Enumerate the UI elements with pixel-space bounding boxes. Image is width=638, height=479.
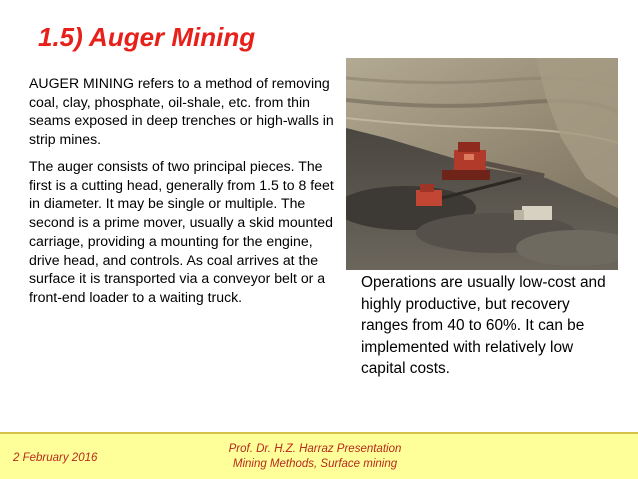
- footer-divider: [0, 432, 638, 434]
- footer-presenter: Prof. Dr. H.Z. Harraz Presentation: [228, 443, 402, 455]
- auger-mining-photo-graphic: [346, 58, 618, 270]
- footer-credits: [205, 442, 425, 472]
- slide-title: 1.5) Auger Mining: [38, 22, 256, 52]
- paragraph-definition: AUGER MINING refers to a method of removing coal, clay, phosphate, oil-shale, etc. from thin seams exposed in deep trenches or high-walls in strip mines.: [29, 75, 334, 148]
- footer-date: 2 February 2016: [13, 452, 98, 464]
- paragraph-auger-components: The auger consists of two principal pieces. The first is a cutting head, generally from 1.5 to 8 feet in diameter. It may be single or multiple. The second is a prime mover, usually a skid mounted carriage, providing a mounting for the engine, drive head, and controls. As coal arrives at the surface it is transported via a conveyor belt or a front-end loader to a waiting truck.: [29, 158, 334, 305]
- footer: [0, 432, 638, 479]
- footer-subject: Mining Methods, Surface mining: [232, 458, 398, 470]
- auger-mining-photo: [346, 58, 618, 270]
- side-note: Operations are usually low-cost and highly productive, but recovery ranges from 40 to 60%. It can be implemented with relatively low capital costs.: [361, 274, 606, 377]
